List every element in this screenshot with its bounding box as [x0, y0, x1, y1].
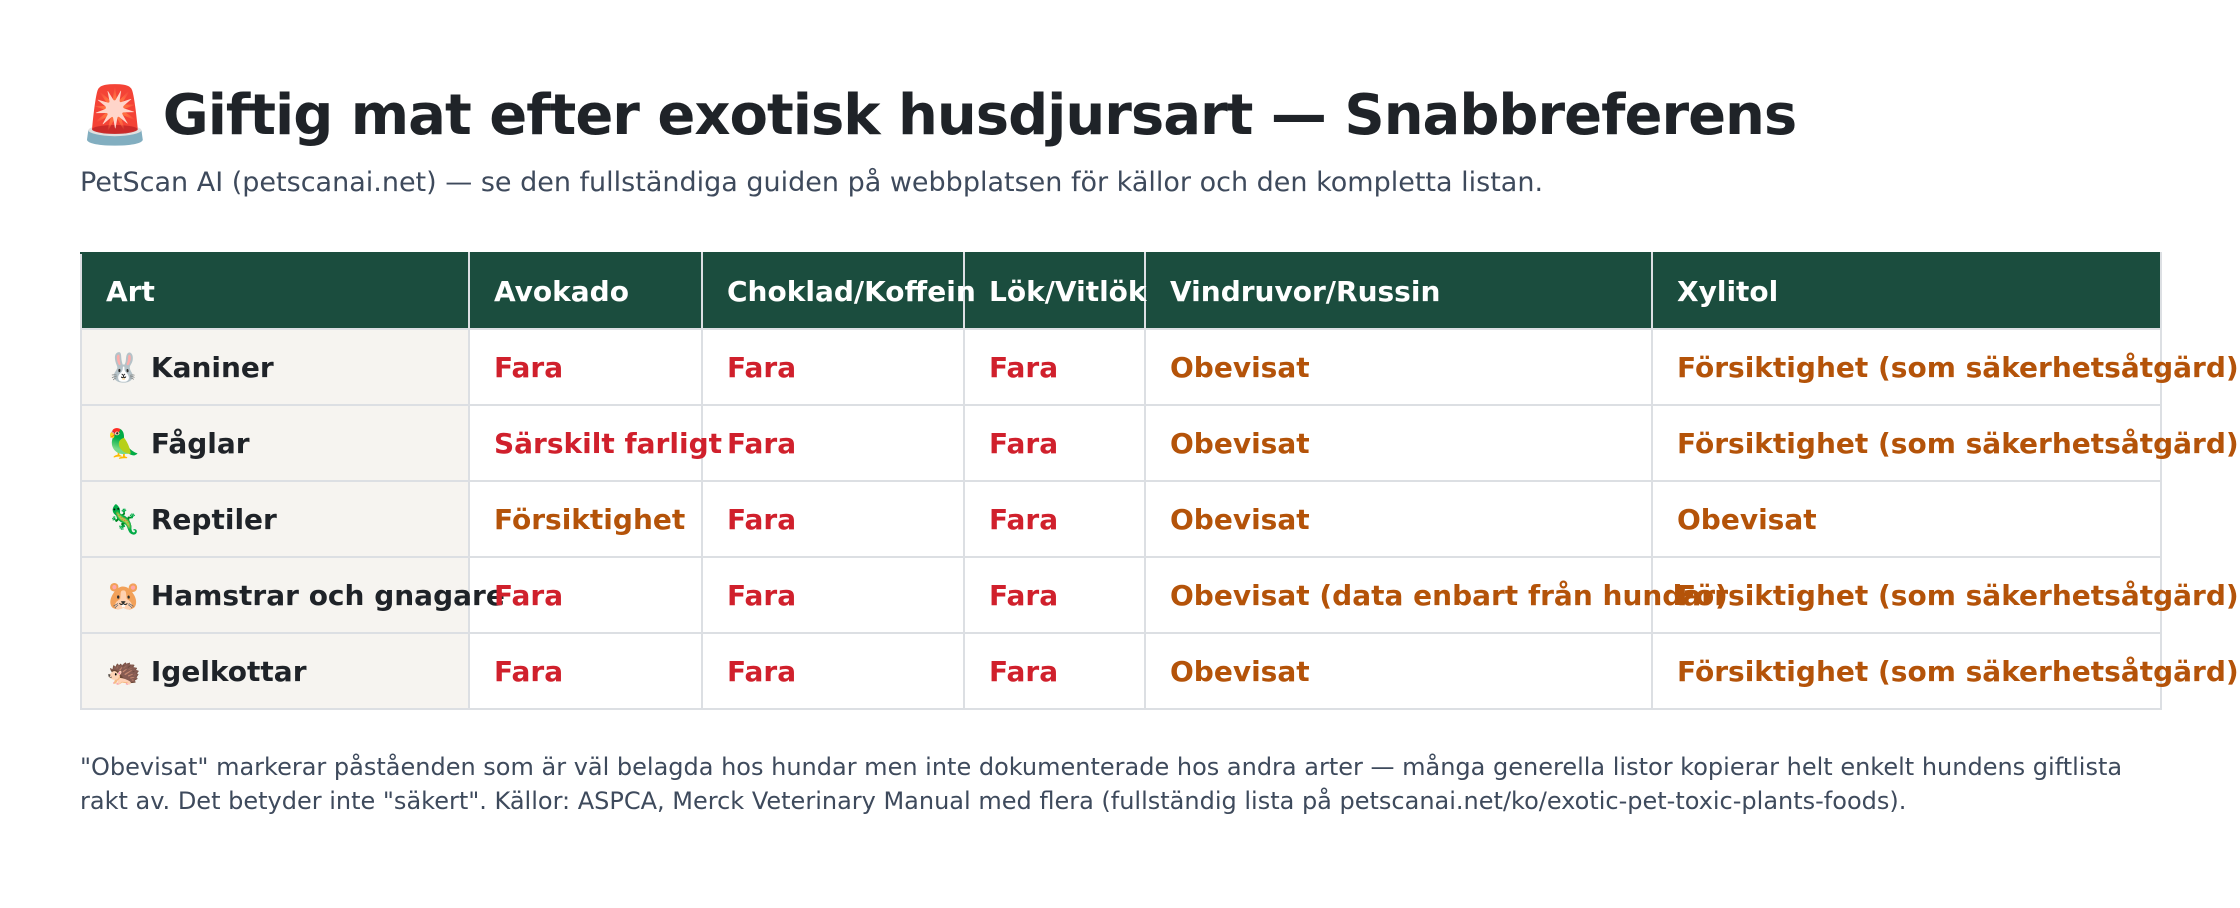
lizard-icon: 🦎: [106, 502, 141, 536]
column-header-species: Art: [81, 253, 469, 329]
table-row: [81, 481, 2161, 557]
column-header-avocado: Avokado: [469, 253, 702, 329]
page-subtitle: PetScan AI (petscanai.net) — se den fullständiga guiden på webbplatsen för källor och den kompletta listan.: [80, 167, 1544, 198]
species-name: Fåglar: [150, 426, 250, 460]
siren-icon: 🚨: [80, 83, 149, 148]
hedgehog-icon: 🦔: [106, 654, 141, 688]
species-name: Kaniner: [150, 350, 274, 384]
page-title-row: [80, 78, 2160, 154]
risk-cell-danger: Fara: [469, 633, 702, 709]
risk-cell-caution: Obevisat: [1145, 633, 1652, 709]
table-row: [81, 557, 2161, 633]
risk-cell-caution: Obevisat (data enbart från hundar): [1145, 557, 1652, 633]
risk-cell-danger: Fara: [964, 405, 1145, 481]
risk-cell-danger: Fara: [964, 557, 1145, 633]
risk-cell-danger: Fara: [702, 329, 964, 405]
table-row: [81, 633, 2161, 709]
risk-cell-caution: Försiktighet (som säkerhetsåtgärd): [1652, 329, 2161, 405]
page-title: Giftig mat efter exotisk husdjursart — Snabbreferens: [162, 83, 1797, 148]
page-content: [80, 78, 2239, 818]
risk-cell-caution: Försiktighet (som säkerhetsåtgärd): [1652, 633, 2161, 709]
risk-cell-caution: Obevisat: [1652, 481, 2161, 557]
risk-cell-danger: Fara: [964, 633, 1145, 709]
risk-cell-caution: Försiktighet (som säkerhetsåtgärd): [1652, 405, 2161, 481]
risk-cell-danger: Särskilt farligt: [469, 405, 702, 481]
rabbit-icon: 🐰: [106, 350, 141, 384]
risk-cell-caution: Försiktighet (som säkerhetsåtgärd): [1652, 557, 2161, 633]
table-header-row: [81, 253, 2161, 329]
species-cell: [81, 405, 469, 481]
species-name: Reptiler: [150, 502, 277, 536]
risk-cell-danger: Fara: [964, 329, 1145, 405]
risk-cell-danger: Fara: [964, 481, 1145, 557]
species-cell: [81, 481, 469, 557]
risk-cell-danger: Fara: [702, 557, 964, 633]
column-header-onion: Lök/Vitlök: [964, 253, 1145, 329]
risk-cell-caution: Obevisat: [1145, 481, 1652, 557]
column-header-chocolate: Choklad/Koffein: [702, 253, 964, 329]
parrot-icon: 🦜: [106, 426, 141, 460]
species-name: Igelkottar: [150, 654, 307, 688]
footnote: "Obevisat" markerar påståenden som är väl belagda hos hundar men inte dokumenterade hos andra arter — många generella listor kopierar helt enkelt hundens giftlista rakt av. Det betyder inte "säkert". Källor: ASPCA, Merck Veterinary Manual med flera (fullständig lista på petscanai.net/ko/exotic-pet-toxic-plants-foods).: [80, 753, 2123, 815]
table-row: [81, 329, 2161, 405]
risk-cell-danger: Fara: [702, 405, 964, 481]
risk-cell-danger: Fara: [702, 481, 964, 557]
column-header-xylitol: Xylitol: [1652, 253, 2161, 329]
species-cell: [81, 557, 505, 633]
risk-cell-danger: Fara: [469, 557, 702, 633]
risk-cell-danger: Fara: [702, 633, 964, 709]
species-name: Hamstrar och gnagare: [150, 578, 505, 612]
table-row: [81, 405, 2161, 481]
risk-cell-caution: Obevisat: [1145, 329, 1652, 405]
hamster-icon: 🐹: [106, 578, 141, 612]
risk-cell-danger: Fara: [469, 329, 702, 405]
species-cell: [81, 633, 469, 709]
toxic-food-table: [80, 252, 2239, 710]
risk-cell-caution: Obevisat: [1145, 405, 1652, 481]
risk-cell-caution: Försiktighet: [469, 481, 702, 557]
species-cell: [81, 329, 469, 405]
column-header-grapes: Vindruvor/Russin: [1145, 253, 1652, 329]
